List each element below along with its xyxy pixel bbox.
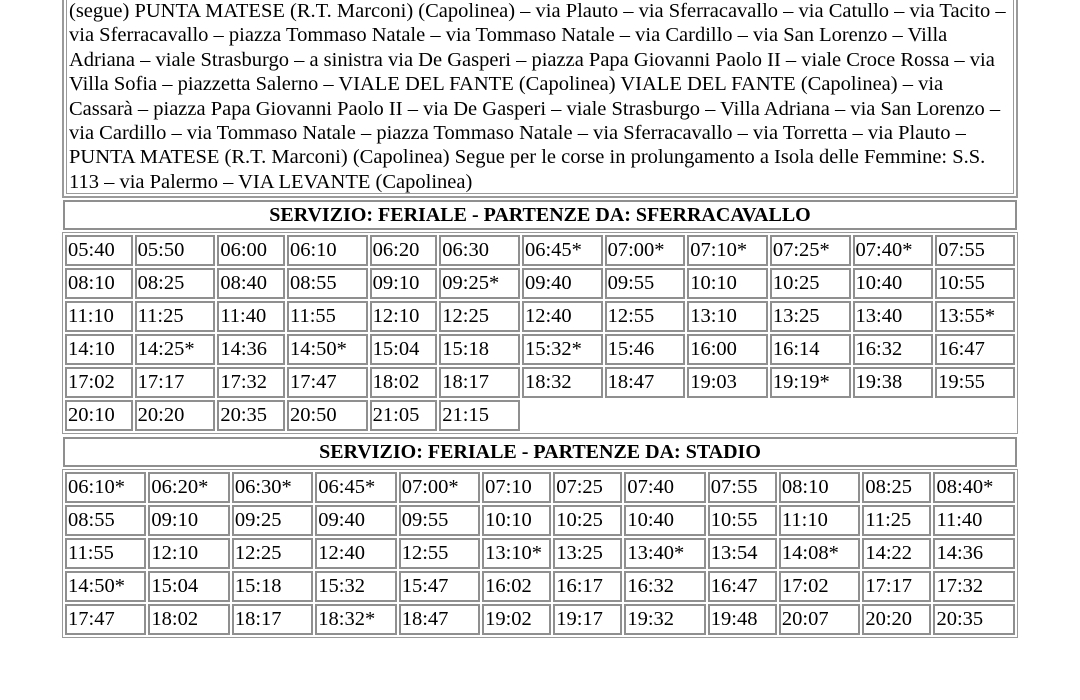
departure-time-cell: 09:10: [148, 505, 229, 536]
departure-time-cell: 19:48: [708, 604, 777, 635]
departure-time-cell: 11:40: [933, 505, 1015, 536]
departure-time-cell: 19:19*: [770, 367, 851, 398]
departure-time-cell: 18:17: [232, 604, 313, 635]
departure-time-cell: 06:45*: [315, 472, 396, 503]
departure-time-cell: 10:55: [935, 268, 1015, 299]
departure-time-cell: 17:47: [287, 367, 368, 398]
departure-time-cell: 12:10: [370, 301, 438, 332]
departure-time-cell: 13:25: [553, 538, 622, 569]
table-row: [65, 367, 1015, 398]
departure-time-cell: 10:55: [708, 505, 777, 536]
departure-time-cell: 13:25: [770, 301, 851, 332]
departure-time-cell: 05:40: [65, 235, 133, 266]
departure-time-cell: 17:32: [217, 367, 285, 398]
departure-time-cell: 06:20: [370, 235, 438, 266]
departure-time-cell: 07:00*: [399, 472, 480, 503]
departure-time-cell: 19:02: [482, 604, 551, 635]
departure-time-cell: 14:36: [217, 334, 285, 365]
departure-time-cell: 09:25*: [439, 268, 520, 299]
table-row: [65, 235, 1015, 266]
departure-time-cell: 10:10: [482, 505, 551, 536]
departure-time-cell: 10:25: [770, 268, 851, 299]
departure-time-cell: 19:38: [853, 367, 934, 398]
departure-time-cell: 17:17: [135, 367, 216, 398]
departure-time-cell: 09:55: [399, 505, 480, 536]
departure-time-cell: 09:55: [605, 268, 686, 299]
departure-time-cell: 10:25: [553, 505, 622, 536]
departure-time-cell: 20:07: [779, 604, 860, 635]
departure-time-cell: 14:25*: [135, 334, 216, 365]
departure-time-cell: 13:40: [853, 301, 934, 332]
departure-time-cell: 10:40: [624, 505, 705, 536]
departure-time-cell: 19:32: [624, 604, 705, 635]
departure-time-cell: 07:10: [482, 472, 551, 503]
departure-time-cell: 15:47: [399, 571, 480, 602]
departure-time-cell: 14:50*: [65, 571, 146, 602]
departure-time-cell: 18:47: [605, 367, 686, 398]
departure-time-cell: 15:04: [370, 334, 438, 365]
departure-time-cell: 15:32*: [522, 334, 603, 365]
departure-time-cell: 16:47: [935, 334, 1015, 365]
departure-time-cell: 18:32*: [315, 604, 396, 635]
departure-time-cell: 12:25: [232, 538, 313, 569]
departure-time-cell: 08:40: [217, 268, 285, 299]
departure-time-cell: 16:17: [553, 571, 622, 602]
table-row: [65, 604, 1015, 635]
section-title-stadio: SERVIZIO: FERIALE - PARTENZE DA: STADIO: [63, 437, 1017, 467]
departure-time-cell: 07:00*: [605, 235, 686, 266]
departure-time-cell: 14:22: [862, 538, 931, 569]
departure-time-cell: 18:47: [399, 604, 480, 635]
departure-time-cell: 21:15: [439, 400, 520, 431]
departure-time-cell: 09:40: [315, 505, 396, 536]
departure-time-cell: 09:40: [522, 268, 603, 299]
departure-time-cell: 15:18: [439, 334, 520, 365]
departure-time-cell: 16:00: [687, 334, 768, 365]
departure-time-cell: 07:55: [935, 235, 1015, 266]
table-row: [65, 400, 1015, 431]
departure-time-cell: 12:55: [399, 538, 480, 569]
table-row: [65, 571, 1015, 602]
departure-time-cell: 10:40: [853, 268, 934, 299]
departure-time-cell: 06:10*: [65, 472, 146, 503]
table-row: [65, 505, 1015, 536]
departure-time-cell: 10:10: [687, 268, 768, 299]
departure-time-cell: 06:20*: [148, 472, 229, 503]
departure-time-cell: 06:30: [439, 235, 520, 266]
empty-cell: [853, 400, 934, 431]
departure-time-cell: 08:55: [287, 268, 368, 299]
departure-time-cell: 13:40*: [624, 538, 705, 569]
departure-time-cell: 18:17: [439, 367, 520, 398]
departure-time-cell: 07:40: [624, 472, 705, 503]
timetable-stadio: [62, 469, 1018, 638]
departure-time-cell: 11:55: [287, 301, 368, 332]
timetable-sferracavallo: [62, 232, 1018, 434]
departure-time-cell: 08:40*: [933, 472, 1015, 503]
route-description: (segue) PUNTA MATESE (R.T. Marconi) (Capolinea) – via Plauto – via Sferracavallo – via Catullo – via Tacito – via Sferracavallo – piazza Tommaso Natale – via Tommaso Natale – via Cardillo – via San Lorenzo – Villa Adriana – viale Strasburgo – a sinistra via De Gasperi – piazza Papa Giovanni Paolo II – viale Croce Rossa – via Villa Sofia – piazzetta Salerno – VIALE DEL FANTE (Capolinea) VIALE DEL FANTE (Capolinea) – via Cassarà – piazza Papa Giovanni Paolo II – via De Gasperi – viale Strasburgo – Villa Adriana – via San Lorenzo – via Cardillo – via Tommaso Natale – piazza Tommaso Natale – via Sferracavallo – via Torretta – via Plauto – PUNTA MATESE (R.T. Marconi) (Capolinea) Segue per le corse in prolungamento a Isola delle Femmine: S.S. 113 – via Palermo – VIA LEVANTE (Capolinea): [66, 0, 1014, 194]
departure-time-cell: 16:32: [624, 571, 705, 602]
departure-time-cell: 16:32: [853, 334, 934, 365]
departure-time-cell: 20:50: [287, 400, 368, 431]
departure-time-cell: 09:10: [370, 268, 438, 299]
departure-time-cell: 08:25: [135, 268, 216, 299]
departure-time-cell: 08:25: [862, 472, 931, 503]
departure-time-cell: 14:36: [933, 538, 1015, 569]
departure-time-cell: 20:35: [217, 400, 285, 431]
departure-time-cell: 15:04: [148, 571, 229, 602]
departure-time-cell: 15:18: [232, 571, 313, 602]
departure-time-cell: 12:40: [315, 538, 396, 569]
departure-time-cell: 13:10: [687, 301, 768, 332]
table-row: [65, 472, 1015, 503]
departure-time-cell: 16:47: [708, 571, 777, 602]
departure-time-cell: 17:32: [933, 571, 1015, 602]
timetable-document: [62, 0, 1018, 638]
departure-time-cell: 06:10: [287, 235, 368, 266]
departure-time-cell: 20:35: [933, 604, 1015, 635]
departure-time-cell: 21:05: [370, 400, 438, 431]
departure-time-cell: 11:40: [217, 301, 285, 332]
departure-time-cell: 19:17: [553, 604, 622, 635]
departure-time-cell: 13:55*: [935, 301, 1015, 332]
table-row: [65, 301, 1015, 332]
departure-time-cell: 13:54: [708, 538, 777, 569]
table-row: [65, 538, 1015, 569]
departure-time-cell: 16:02: [482, 571, 551, 602]
departure-time-cell: 07:55: [708, 472, 777, 503]
departure-time-cell: 14:50*: [287, 334, 368, 365]
table-row: [65, 334, 1015, 365]
empty-cell: [522, 400, 603, 431]
departure-time-cell: 13:10*: [482, 538, 551, 569]
departure-time-cell: 16:14: [770, 334, 851, 365]
departure-time-cell: 19:55: [935, 367, 1015, 398]
departure-time-cell: 14:10: [65, 334, 133, 365]
departure-time-cell: 14:08*: [779, 538, 860, 569]
departure-time-cell: 18:02: [370, 367, 438, 398]
departure-time-cell: 06:45*: [522, 235, 603, 266]
departure-time-cell: 07:25: [553, 472, 622, 503]
empty-cell: [687, 400, 768, 431]
departure-time-cell: 18:32: [522, 367, 603, 398]
departure-time-cell: 15:46: [605, 334, 686, 365]
departure-time-cell: 07:40*: [853, 235, 934, 266]
departure-time-cell: 08:10: [779, 472, 860, 503]
departure-time-cell: 20:20: [135, 400, 216, 431]
empty-cell: [935, 400, 1015, 431]
route-frame: [62, 0, 1018, 198]
section-title-sferracavallo: SERVIZIO: FERIALE - PARTENZE DA: SFERRACAVALLO: [63, 200, 1017, 230]
departure-time-cell: 11:55: [65, 538, 146, 569]
empty-cell: [605, 400, 686, 431]
departure-time-cell: 15:32: [315, 571, 396, 602]
departure-time-cell: 17:47: [65, 604, 146, 635]
departure-time-cell: 20:10: [65, 400, 133, 431]
departure-time-cell: 17:17: [862, 571, 931, 602]
departure-time-cell: 19:03: [687, 367, 768, 398]
departure-time-cell: 08:10: [65, 268, 133, 299]
departure-time-cell: 07:10*: [687, 235, 768, 266]
departure-time-cell: 12:10: [148, 538, 229, 569]
departure-time-cell: 05:50: [135, 235, 216, 266]
departure-time-cell: 11:25: [862, 505, 931, 536]
departure-time-cell: 08:55: [65, 505, 146, 536]
empty-cell: [770, 400, 851, 431]
departure-time-cell: 12:55: [605, 301, 686, 332]
departure-time-cell: 06:30*: [232, 472, 313, 503]
departure-time-cell: 17:02: [65, 367, 133, 398]
departure-time-cell: 12:25: [439, 301, 520, 332]
departure-time-cell: 11:10: [779, 505, 860, 536]
table-row: [65, 268, 1015, 299]
departure-time-cell: 11:10: [65, 301, 133, 332]
departure-time-cell: 07:25*: [770, 235, 851, 266]
departure-time-cell: 18:02: [148, 604, 229, 635]
departure-time-cell: 06:00: [217, 235, 285, 266]
departure-time-cell: 11:25: [135, 301, 216, 332]
departure-time-cell: 09:25: [232, 505, 313, 536]
departure-time-cell: 20:20: [862, 604, 931, 635]
departure-time-cell: 17:02: [779, 571, 860, 602]
departure-time-cell: 12:40: [522, 301, 603, 332]
